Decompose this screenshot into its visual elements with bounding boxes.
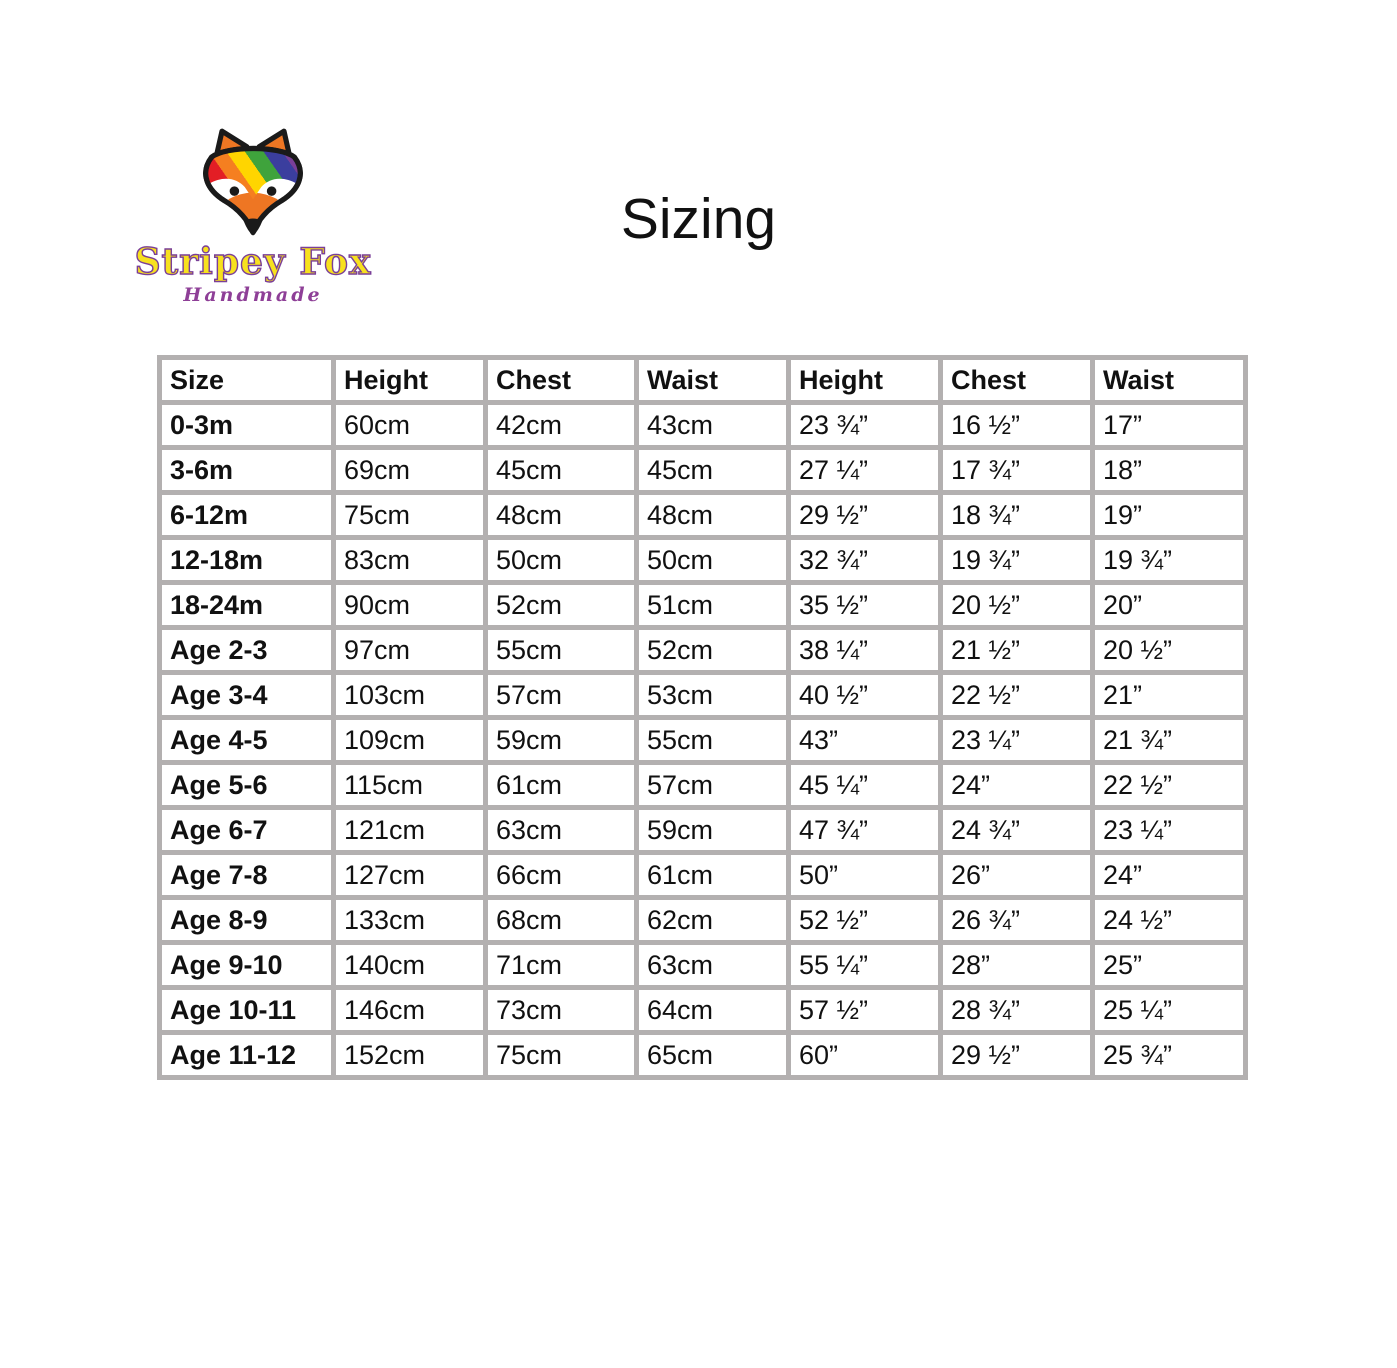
measurement-cell: 27 ¼”	[789, 448, 941, 493]
measurement-cell: 127cm	[334, 853, 486, 898]
table-row	[160, 583, 1246, 628]
measurement-cell: 45cm	[486, 448, 637, 493]
measurement-cell: 42cm	[486, 403, 637, 448]
measurement-cell: 23 ¼”	[941, 718, 1093, 763]
table-row	[160, 448, 1246, 493]
measurement-cell: 25 ¾”	[1093, 1033, 1246, 1078]
measurement-cell: 60cm	[334, 403, 486, 448]
measurement-cell: 24 ¾”	[941, 808, 1093, 853]
measurement-cell: 28 ¾”	[941, 988, 1093, 1033]
table-row	[160, 493, 1246, 538]
measurement-cell: 83cm	[334, 538, 486, 583]
measurement-cell: 50”	[789, 853, 941, 898]
measurement-cell: 61cm	[637, 853, 789, 898]
measurement-cell: 45 ¼”	[789, 763, 941, 808]
header-waist-in: Waist	[1093, 358, 1246, 403]
measurement-cell: 38 ¼”	[789, 628, 941, 673]
measurement-cell: 52cm	[637, 628, 789, 673]
measurement-cell: 50cm	[486, 538, 637, 583]
sizing-table	[157, 355, 1248, 1080]
measurement-cell: 22 ½”	[1093, 763, 1246, 808]
header-chest-in: Chest	[941, 358, 1093, 403]
measurement-cell: 26”	[941, 853, 1093, 898]
table-row	[160, 673, 1246, 718]
table-row	[160, 763, 1246, 808]
measurement-cell: 43cm	[637, 403, 789, 448]
header-size: Size	[160, 358, 334, 403]
size-cell: Age 3-4	[160, 673, 334, 718]
table-header-row	[160, 358, 1246, 403]
measurement-cell: 62cm	[637, 898, 789, 943]
measurement-cell: 59cm	[637, 808, 789, 853]
table-row	[160, 538, 1246, 583]
measurement-cell: 73cm	[486, 988, 637, 1033]
measurement-cell: 57cm	[637, 763, 789, 808]
table-row	[160, 718, 1246, 763]
measurement-cell: 65cm	[637, 1033, 789, 1078]
measurement-cell: 25”	[1093, 943, 1246, 988]
measurement-cell: 24 ½”	[1093, 898, 1246, 943]
measurement-cell: 20”	[1093, 583, 1246, 628]
size-cell: Age 9-10	[160, 943, 334, 988]
measurement-cell: 40 ½”	[789, 673, 941, 718]
measurement-cell: 60”	[789, 1033, 941, 1078]
measurement-cell: 20 ½”	[1093, 628, 1246, 673]
size-cell: Age 7-8	[160, 853, 334, 898]
measurement-cell: 19 ¾”	[1093, 538, 1246, 583]
table-row	[160, 808, 1246, 853]
measurement-cell: 23 ¼”	[1093, 808, 1246, 853]
measurement-cell: 28”	[941, 943, 1093, 988]
size-cell: Age 6-7	[160, 808, 334, 853]
measurement-cell: 97cm	[334, 628, 486, 673]
measurement-cell: 51cm	[637, 583, 789, 628]
measurement-cell: 26 ¾”	[941, 898, 1093, 943]
measurement-cell: 25 ¼”	[1093, 988, 1246, 1033]
measurement-cell: 64cm	[637, 988, 789, 1033]
measurement-cell: 146cm	[334, 988, 486, 1033]
measurement-cell: 103cm	[334, 673, 486, 718]
measurement-cell: 61cm	[486, 763, 637, 808]
table-row	[160, 1033, 1246, 1078]
table-row	[160, 853, 1246, 898]
measurement-cell: 23 ¾”	[789, 403, 941, 448]
size-cell: Age 8-9	[160, 898, 334, 943]
measurement-cell: 43”	[789, 718, 941, 763]
measurement-cell: 50cm	[637, 538, 789, 583]
measurement-cell: 55cm	[637, 718, 789, 763]
size-cell: 6-12m	[160, 493, 334, 538]
measurement-cell: 140cm	[334, 943, 486, 988]
table-row	[160, 898, 1246, 943]
table-row	[160, 943, 1246, 988]
measurement-cell: 22 ½”	[941, 673, 1093, 718]
size-cell: Age 5-6	[160, 763, 334, 808]
measurement-cell: 32 ¾”	[789, 538, 941, 583]
measurement-cell: 55cm	[486, 628, 637, 673]
measurement-cell: 68cm	[486, 898, 637, 943]
measurement-cell: 19 ¾”	[941, 538, 1093, 583]
measurement-cell: 24”	[1093, 853, 1246, 898]
measurement-cell: 48cm	[486, 493, 637, 538]
measurement-cell: 152cm	[334, 1033, 486, 1078]
size-cell: 0-3m	[160, 403, 334, 448]
size-cell: 12-18m	[160, 538, 334, 583]
brand-tagline: Handmade	[183, 283, 323, 306]
table-row	[160, 628, 1246, 673]
measurement-cell: 66cm	[486, 853, 637, 898]
measurement-cell: 35 ½”	[789, 583, 941, 628]
size-cell: 18-24m	[160, 583, 334, 628]
measurement-cell: 57cm	[486, 673, 637, 718]
measurement-cell: 121cm	[334, 808, 486, 853]
measurement-cell: 63cm	[637, 943, 789, 988]
measurement-cell: 29 ½”	[941, 1033, 1093, 1078]
measurement-cell: 24”	[941, 763, 1093, 808]
measurement-cell: 17”	[1093, 403, 1246, 448]
size-cell: 3-6m	[160, 448, 334, 493]
size-cell: Age 4-5	[160, 718, 334, 763]
measurement-cell: 16 ½”	[941, 403, 1093, 448]
measurement-cell: 59cm	[486, 718, 637, 763]
measurement-cell: 19”	[1093, 493, 1246, 538]
measurement-cell: 109cm	[334, 718, 486, 763]
measurement-cell: 90cm	[334, 583, 486, 628]
measurement-cell: 47 ¾”	[789, 808, 941, 853]
measurement-cell: 48cm	[637, 493, 789, 538]
measurement-cell: 52 ½”	[789, 898, 941, 943]
measurement-cell: 20 ½”	[941, 583, 1093, 628]
measurement-cell: 21”	[1093, 673, 1246, 718]
measurement-cell: 69cm	[334, 448, 486, 493]
measurement-cell: 52cm	[486, 583, 637, 628]
measurement-cell: 45cm	[637, 448, 789, 493]
header-height-cm: Height	[334, 358, 486, 403]
measurement-cell: 57 ½”	[789, 988, 941, 1033]
table-row	[160, 988, 1246, 1033]
measurement-cell: 18”	[1093, 448, 1246, 493]
measurement-cell: 53cm	[637, 673, 789, 718]
header-waist-cm: Waist	[637, 358, 789, 403]
measurement-cell: 75cm	[486, 1033, 637, 1078]
measurement-cell: 63cm	[486, 808, 637, 853]
measurement-cell: 17 ¾”	[941, 448, 1093, 493]
table-row	[160, 403, 1246, 448]
measurement-cell: 75cm	[334, 493, 486, 538]
measurement-cell: 115cm	[334, 763, 486, 808]
measurement-cell: 71cm	[486, 943, 637, 988]
size-cell: Age 11-12	[160, 1033, 334, 1078]
measurement-cell: 18 ¾”	[941, 493, 1093, 538]
size-cell: Age 2-3	[160, 628, 334, 673]
header-height-in: Height	[789, 358, 941, 403]
brand-name: Stripey Fox	[134, 241, 372, 283]
measurement-cell: 29 ½”	[789, 493, 941, 538]
page-title: Sizing	[620, 187, 777, 251]
measurement-cell: 21 ½”	[941, 628, 1093, 673]
sizing-table-body	[160, 403, 1246, 1078]
measurement-cell: 133cm	[334, 898, 486, 943]
size-cell: Age 10-11	[160, 988, 334, 1033]
measurement-cell: 21 ¾”	[1093, 718, 1246, 763]
measurement-cell: 55 ¼”	[789, 943, 941, 988]
header-chest-cm: Chest	[486, 358, 637, 403]
